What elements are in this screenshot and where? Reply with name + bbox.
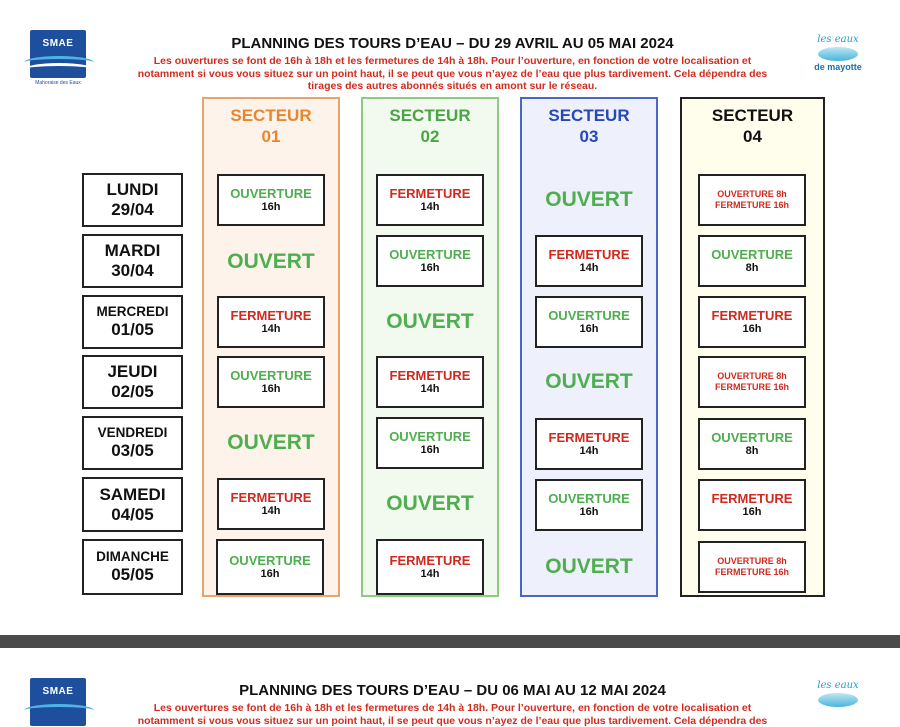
smae-logo-text: SMAE [42, 686, 74, 697]
smae-logo-subtitle: Mahoraise des Eaux [35, 80, 81, 86]
schedule-open-all-day: OUVERT [545, 370, 633, 393]
schedule-open-all-day: OUVERT [227, 431, 315, 454]
note-line: notamment si vous vous situez sur un point haut, il se peut que vous n’ayez de l’eau que plus tardivement. Cela dépendra des [137, 67, 768, 80]
schedule-cell: OUVERTURE 16h [216, 539, 324, 595]
document-page-2 [0, 648, 900, 727]
schedule-cell: OUVERTURE 16h [376, 235, 484, 287]
schedule-open-all-day: OUVERT [545, 188, 633, 211]
schedule-open-all-day: OUVERT [386, 492, 474, 515]
note-line: Les ouvertures se font de 16h à 18h et les fermetures de 14h à 18h. Pour l’ouverture, en fonction de votre localisation et [153, 702, 752, 714]
sector-02-header: SECTEUR 02 [389, 106, 471, 146]
schedule-note [100, 702, 805, 727]
schedule-cell: FERMETURE 14h [376, 356, 484, 408]
mayotte-logo-top: les eaux [817, 34, 859, 45]
schedule-note [100, 55, 805, 93]
note-line: tirages des autres abonnés situés en amont sur le réseau. [307, 80, 598, 93]
schedule-cell: FERMETURE 14h [376, 174, 484, 226]
smae-logo [30, 678, 86, 726]
schedule-cell: OUVERTURE 8h [698, 235, 806, 287]
schedule-cell: FERMETURE 14h [376, 539, 484, 595]
schedule-cell: FERMETURE 14h [535, 418, 643, 470]
schedule-cell: FERMETURE 14h [535, 235, 643, 287]
day-label-wednesday: MERCREDI 01/05 [82, 295, 183, 349]
schedule-open-all-day: OUVERT [227, 250, 315, 273]
smae-logo-text: SMAE [42, 38, 74, 49]
day-label-saturday: SAMEDI 04/05 [82, 477, 183, 532]
sector-04-header: SECTEUR 04 [711, 106, 794, 146]
day-label-thursday: JEUDI 02/05 [82, 355, 183, 409]
sector-02-column [361, 97, 499, 597]
eaux-de-mayotte-logo [808, 680, 868, 707]
schedule-cell: FERMETURE 16h [698, 479, 806, 531]
schedule-cell: OUVERTURE 8h [698, 418, 806, 470]
schedule-cell: FERMETURE 14h [217, 478, 325, 530]
day-label-sunday: DIMANCHE 05/05 [82, 539, 183, 595]
schedule-cell: OUVERTURE 16h [217, 174, 325, 226]
schedule-open-all-day: OUVERT [386, 310, 474, 333]
eaux-de-mayotte-logo [808, 34, 868, 72]
schedule-cell: FERMETURE 14h [217, 296, 325, 348]
sector-03-header: SECTEUR 03 [548, 106, 630, 146]
day-label-monday: LUNDI 29/04 [82, 173, 183, 227]
schedule-cell: OUVERTURE 8h FERMETURE 16h [698, 174, 806, 226]
schedule-open-all-day: OUVERT [545, 555, 633, 578]
page-separator [0, 635, 900, 648]
day-label-friday: VENDREDI 03/05 [82, 416, 183, 470]
water-drop-icon [818, 47, 858, 61]
schedule-cell: OUVERTURE 16h [535, 296, 643, 348]
note-line: Les ouvertures se font de 16h à 18h et les fermetures de 14h à 18h. Pour l’ouverture, en fonction de votre localisation et [153, 55, 752, 67]
smae-logo [30, 30, 86, 86]
mayotte-logo-top: les eaux [817, 680, 859, 691]
sector-01-header: SECTEUR 01 [230, 106, 312, 146]
page-title: PLANNING DES TOURS D’EAU – DU 06 MAI AU 12 MAI 2024 [239, 682, 666, 699]
day-label-tuesday: MARDI 30/04 [82, 234, 183, 288]
schedule-cell: OUVERTURE 8h FERMETURE 16h [698, 541, 806, 593]
schedule-cell: OUVERTURE 16h [376, 417, 484, 469]
mayotte-logo-bottom: de mayotte [814, 62, 862, 72]
water-drop-icon [818, 693, 858, 707]
schedule-cell: OUVERTURE 16h [535, 479, 643, 531]
schedule-cell: FERMETURE 16h [698, 296, 806, 348]
schedule-cell: OUVERTURE 16h [217, 356, 325, 408]
schedule-cell: OUVERTURE 8h FERMETURE 16h [698, 356, 806, 408]
note-line: notamment si vous vous situez sur un point haut, il se peut que vous n’ayez de l’eau que plus tardivement. Cela dépendra des [137, 714, 768, 727]
page-title: PLANNING DES TOURS D’EAU – DU 29 AVRIL AU 05 MAI 2024 [231, 35, 674, 52]
